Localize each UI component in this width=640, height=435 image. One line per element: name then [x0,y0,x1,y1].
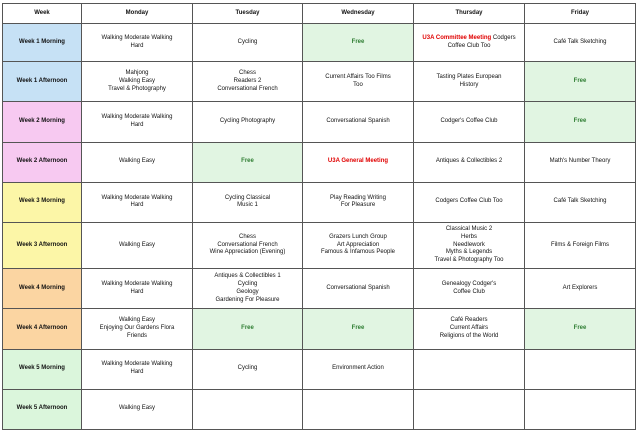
cell-friday [525,142,636,182]
activity-text: Coffee Club Too [447,42,491,49]
activity-line [195,297,300,305]
cell-thursday [414,24,525,62]
activity-text: Genealogy Codger's [441,280,497,287]
activity-line [305,39,411,47]
activity-text: Readers 2 [233,77,262,84]
activity-text: Current Affairs Too Films [325,73,391,80]
activity-line [195,195,300,203]
activity-text: For Pleasure [340,202,376,209]
activity-text: Antiques & Collectibles 1 [214,273,281,280]
activity-line [305,202,411,210]
activity-line [416,257,522,265]
activity-text: Café Talk Sketching [553,198,607,205]
week-label-cell: Week 1 Afternoon [3,62,82,102]
activity-line [195,242,300,250]
cell-tuesday [193,182,303,222]
activity-line [195,281,300,289]
activity-line [416,242,522,250]
activity-text: Free [573,77,587,84]
activity-line [305,242,411,250]
cell-monday [82,142,193,182]
activity-text: Hard [130,369,144,376]
cell-wednesday [303,62,414,102]
activity-line [527,285,633,293]
table-row [3,349,636,389]
activity-line [84,35,190,43]
activity-line [84,158,190,166]
activity-line [527,325,633,333]
activity-text: Cycling [237,38,258,45]
table-row [3,62,636,102]
activity-text: Music 1 [237,202,258,209]
activity-line [416,325,522,333]
cell-tuesday [193,24,303,62]
activity-line [84,289,190,297]
header-row [3,4,636,24]
activity-text: Famous & Infamous People [320,249,396,256]
activity-line [195,202,300,210]
cell-thursday [414,62,525,102]
activity-text: Tasting Plates European [436,73,502,80]
activity-line [195,39,300,47]
cell-monday [82,222,193,268]
activity-text: Religions of the World [439,332,499,339]
timetable-body [3,24,636,430]
activity-line [195,234,300,242]
activity-line [195,365,300,373]
cell-friday [525,182,636,222]
activity-text: Current Affairs [449,325,489,332]
activity-line [84,43,190,51]
activity-text: Art Appreciation [336,241,380,248]
cell-monday [82,62,193,102]
cell-tuesday [193,62,303,102]
activity-line [84,281,190,289]
activity-text: Codgers [491,34,516,41]
activity-line [305,325,411,333]
activity-text: Walking Easy [118,317,156,324]
activity-text: Conversational French [217,241,278,248]
activity-text: Chess [238,70,256,77]
activity-text: Walking Moderate Walking [101,361,173,368]
header-tuesday: Tuesday [193,4,303,24]
activity-line [305,118,411,126]
cell-wednesday [303,349,414,389]
activity-line [527,39,633,47]
activity-line [305,365,411,373]
activity-text: Walking Easy [118,405,156,412]
week-label-cell: Week 5 Morning [3,349,82,389]
activity-line [416,333,522,341]
activity-line [84,361,190,369]
activity-line [84,114,190,122]
cell-friday [525,102,636,142]
activity-line [416,35,522,43]
activity-line [305,74,411,82]
activity-text: Herbs [460,233,477,240]
table-row [3,142,636,182]
cell-thursday [414,142,525,182]
activity-line [305,249,411,257]
activity-text: Films & Foreign Films [550,241,609,248]
week-label-cell: Week 2 Afternoon [3,142,82,182]
activity-line [416,234,522,242]
activity-text: Codger's Coffee Club [440,118,498,125]
activity-text: Wine Appreciation (Evening) [209,249,286,256]
activity-text: Hard [130,121,144,128]
activity-text: Classical Music 2 [445,226,493,233]
activity-text: Geology [236,288,259,295]
cell-monday [82,102,193,142]
cell-tuesday [193,269,303,309]
activity-line [195,70,300,78]
week-label-cell: Week 1 Morning [3,24,82,62]
activity-line [416,249,522,257]
activity-line [416,226,522,234]
cell-tuesday [193,102,303,142]
cell-thursday [414,349,525,389]
activity-text: Free [241,158,254,165]
cell-thursday [414,222,525,268]
activity-line [416,82,522,90]
activity-line [305,195,411,203]
activity-text: Free [351,325,365,332]
cell-friday [525,349,636,389]
activity-line [84,78,190,86]
header-wednesday: Wednesday [303,4,414,24]
activity-text: Hard [130,288,144,295]
cell-tuesday [193,349,303,389]
activity-line [416,289,522,297]
activity-line [416,158,522,166]
activity-text: Free [573,118,587,125]
activity-line [305,285,411,293]
activity-text: Grazers Lunch Group [329,233,387,240]
activity-line [84,195,190,203]
activity-text: Travel & Photography [108,85,166,92]
activity-line [195,78,300,86]
cell-thursday [414,182,525,222]
table-row [3,269,636,309]
activity-text: Café Talk Sketching [553,38,607,45]
activity-text: Art Explorers [562,284,598,291]
activity-line [527,198,633,206]
activity-text: Hard [130,42,144,49]
activity-line [84,122,190,130]
activity-text: Chess [238,233,256,240]
activity-line [195,86,300,94]
cell-friday [525,269,636,309]
activity-line [527,242,633,250]
activity-line [84,317,190,325]
activity-text: Café Readers [450,317,488,324]
cell-thursday [414,102,525,142]
activity-text: Walking Moderate Walking [101,280,173,287]
activity-text: Antiques & Collectibles 2 [435,158,503,165]
activity-text: Friends [126,332,147,339]
activity-text: Conversational Spanish [326,284,390,291]
activity-line [84,369,190,377]
activity-text: Enjoying Our Gardens Flora [99,325,175,332]
activity-text: Too [353,81,363,88]
activity-text: Environment Action [332,365,384,372]
activity-text: Coffee Club [453,288,485,295]
activity-text: Conversational French [217,85,278,92]
activity-line [527,158,633,166]
activity-text: Walking Moderate Walking [101,194,173,201]
activity-line [527,78,633,86]
cell-monday [82,349,193,389]
table-row [3,389,636,429]
header-thursday: Thursday [414,4,525,24]
activity-text: Walking Moderate Walking [101,34,173,41]
activity-line [84,405,190,413]
activity-line [416,118,522,126]
activity-line [195,325,300,333]
cell-monday [82,389,193,429]
activity-line [416,198,522,206]
cell-monday [82,309,193,349]
activity-text: History [459,81,479,88]
activity-text: Free [241,325,254,332]
activity-line [305,234,411,242]
activity-line [305,82,411,90]
cell-monday [82,269,193,309]
activity-text: Cycling Photography [219,118,276,125]
activity-line [416,281,522,289]
table-row [3,309,636,349]
highlighted-activity: U3A General Meeting [327,158,389,165]
week-label-cell: Week 4 Morning [3,269,82,309]
week-label-cell: Week 3 Afternoon [3,222,82,268]
week-label-cell: Week 2 Morning [3,102,82,142]
activity-text: Mahjong [125,70,149,77]
activity-text: Free [573,325,587,332]
activity-text: Walking Easy [118,241,156,248]
activity-text: Gardening For Pleasure [215,296,280,303]
activity-line [416,74,522,82]
cell-wednesday [303,309,414,349]
activity-line [416,317,522,325]
activity-line [84,333,190,341]
cell-friday [525,222,636,268]
cell-wednesday [303,222,414,268]
activity-line [527,118,633,126]
cell-wednesday [303,24,414,62]
activity-line [84,242,190,250]
cell-thursday [414,269,525,309]
activity-line [84,325,190,333]
cell-wednesday [303,142,414,182]
week-label-cell: Week 5 Afternoon [3,389,82,429]
activity-text: Cycling Classical [224,194,271,201]
cell-thursday [414,389,525,429]
cell-thursday [414,309,525,349]
activity-text: Hard [130,202,144,209]
weekly-timetable [2,3,636,430]
activity-text: Cycling [237,365,258,372]
week-label-cell: Week 4 Afternoon [3,309,82,349]
activity-text: Free [351,38,365,45]
table-row [3,222,636,268]
cell-tuesday [193,389,303,429]
activity-text: Play Reading Writing [330,194,386,201]
activity-line [195,273,300,281]
activity-text: Travel & Photography Too [434,257,504,264]
activity-text: Myths & Legends [445,249,493,256]
activity-line [84,86,190,94]
cell-friday [525,309,636,349]
cell-friday [525,62,636,102]
cell-tuesday [193,222,303,268]
activity-line [84,202,190,210]
activity-text: Codgers Coffee Club Too [435,198,503,205]
activity-line [195,118,300,126]
table-row [3,102,636,142]
week-label-cell: Week 3 Morning [3,182,82,222]
cell-wednesday [303,102,414,142]
activity-line [195,158,300,166]
header-week: Week [3,4,82,24]
table-row [3,24,636,62]
cell-monday [82,24,193,62]
activity-text: Cycling [237,280,258,287]
cell-wednesday [303,269,414,309]
highlighted-activity: U3A Committee Meeting [422,34,492,41]
cell-wednesday [303,182,414,222]
activity-text: Needlework [453,241,485,248]
activity-line [195,249,300,257]
cell-wednesday [303,389,414,429]
activity-text: Math's Number Theory [549,158,611,165]
activity-text: Conversational Spanish [326,118,390,125]
cell-monday [82,182,193,222]
cell-friday [525,389,636,429]
activity-line [195,289,300,297]
cell-friday [525,24,636,62]
header-monday: Monday [82,4,193,24]
activity-text: Walking Easy [118,77,156,84]
activity-text: Walking Moderate Walking [101,114,173,121]
activity-line [416,43,522,51]
table-row [3,182,636,222]
cell-tuesday [193,309,303,349]
activity-line [84,70,190,78]
activity-line [305,158,411,166]
cell-tuesday [193,142,303,182]
activity-text: Walking Easy [118,158,156,165]
header-friday: Friday [525,4,636,24]
